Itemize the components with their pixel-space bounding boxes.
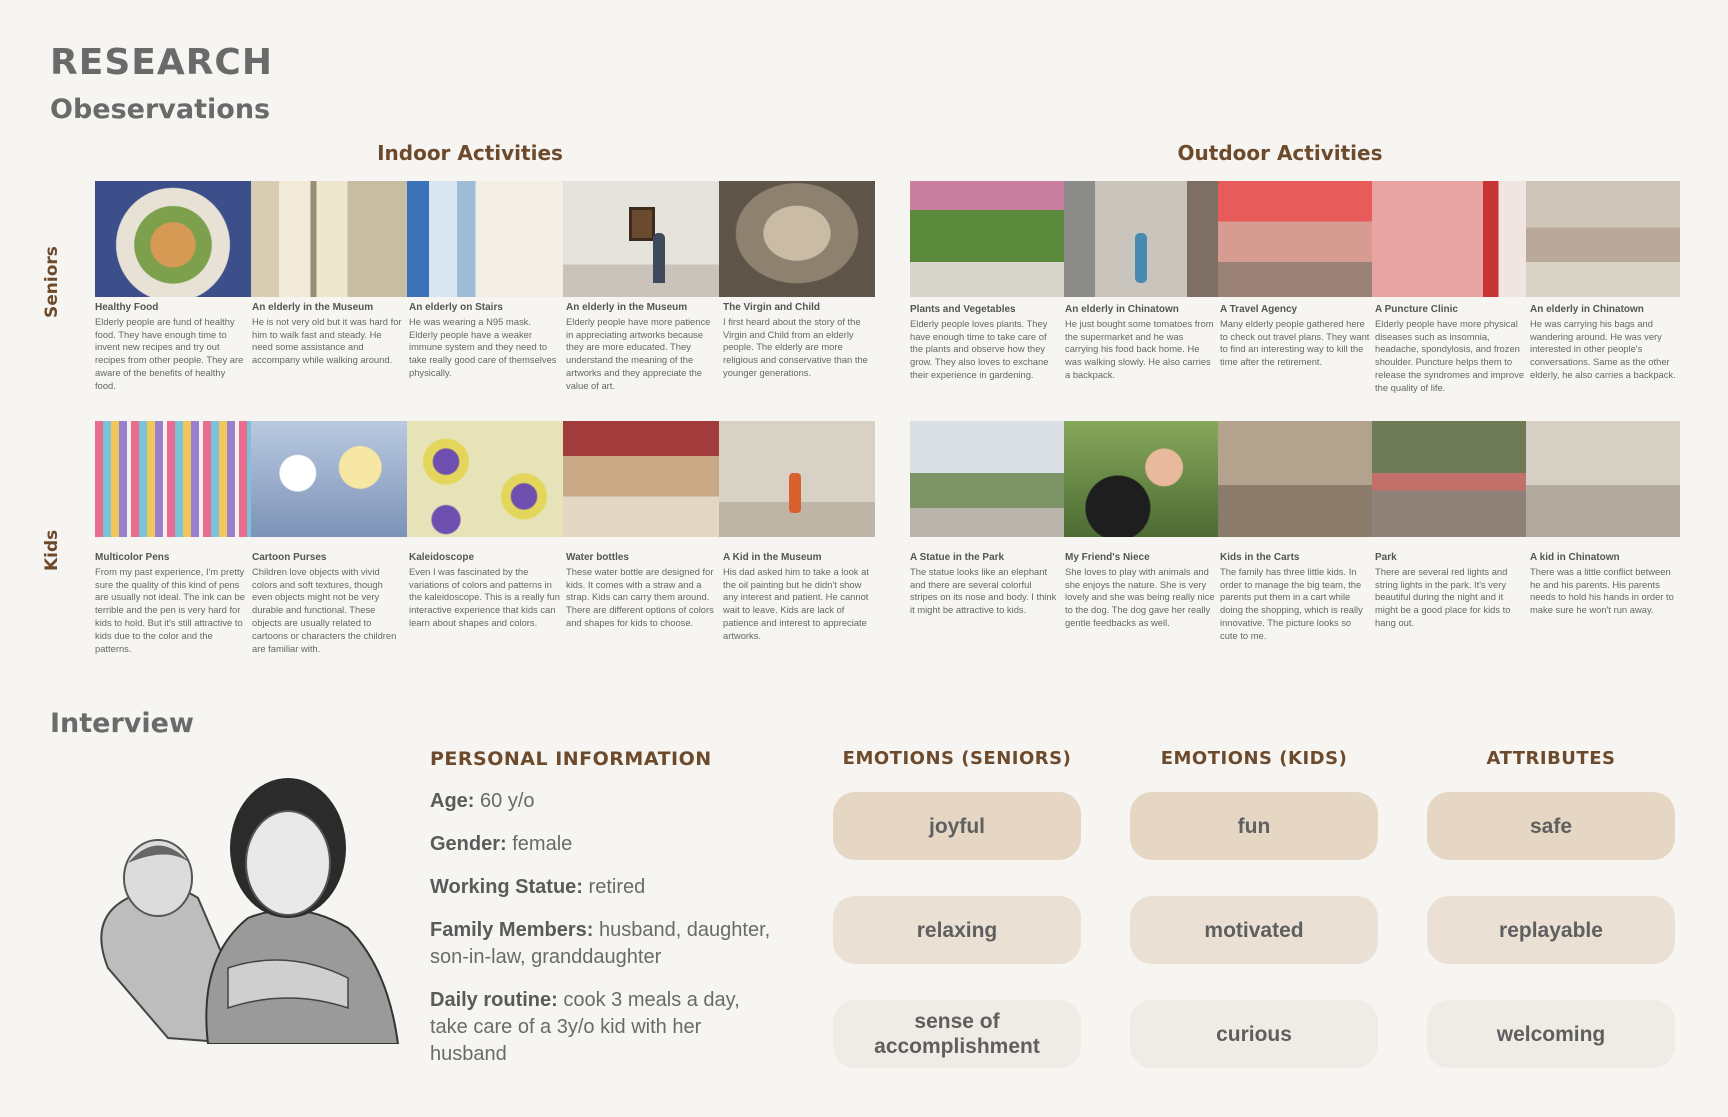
outdoor-heading: Outdoor Activities: [1177, 141, 1383, 165]
photo-statue-park: [910, 421, 1064, 537]
emotions-kids-heading: EMOTIONS (KIDS): [1160, 748, 1348, 769]
info-age: Age: 60 y/o: [430, 790, 535, 812]
seniors-row-label: Seniors: [42, 246, 62, 318]
emotion-pill: sense of accomplishment: [833, 1000, 1081, 1068]
photo-park: [1372, 421, 1526, 537]
attribute-pill: replayable: [1427, 896, 1675, 964]
caption-card: A Travel Agency Many elderly people gathered here to check out travel plans. They want to find an interesting way to kill the time after the retirement.: [1220, 304, 1370, 368]
photo-elderly-stairs: [407, 181, 563, 297]
emotion-pill: relaxing: [833, 896, 1081, 964]
photo-healthy-food: [95, 181, 251, 297]
info-daily-routine: Daily routine: cook 3 meals a day, take care of a 3y/o kid with her husband: [430, 989, 740, 1065]
page-title: RESEARCH: [50, 42, 273, 83]
emotion-pill: fun: [1130, 792, 1378, 860]
photo-elderly-museum: [251, 181, 407, 297]
interview-title: Interview: [50, 708, 194, 739]
photo-elderly-art: [563, 181, 719, 297]
kids-row-label: Kids: [42, 529, 62, 571]
caption-card: Park There are several red lights and string lights in the park. It's very beautiful during the night and it might be a good place for kids to hang out.: [1375, 552, 1511, 628]
caption-card: An elderly in Chinatown He was carrying his bags and wandering around. He was very interested in other people's conversations. Same as the other elderly, he also carries a backpack.: [1530, 304, 1676, 380]
seniors-outdoor-photos: [910, 181, 1680, 297]
caption-card: Multicolor Pens From my past experience, I'm pretty sure the quality of this kind of pens are usually not ideal. The ink can be terrible and the pen is very hard for kids to hold. But it's still attractive to kids due to the color and the patterns.: [95, 552, 245, 654]
emotion-pill: motivated: [1130, 896, 1378, 964]
photo-chinatown-walker: [1064, 181, 1218, 297]
caption-card: A Puncture Clinic Elderly people have more physical diseases such as insomnia, headache, spondylosis, and frozen shoulder. Puncture helps them to release the syndromes and improve the quality of life.: [1375, 304, 1525, 393]
photo-multicolor-pens: [95, 421, 251, 537]
caption-card: An elderly in the Museum He is not very old but it was hard for him to walk fast and steady. He need some assistance and accompany while walking around.: [252, 302, 402, 366]
personal-info-heading: PERSONAL INFORMATION: [430, 748, 712, 770]
caption-card: An elderly in Chinatown He just bought some tomatoes from the supermarket and he was carrying his food back home. He was walking slowly. He also carries a backpack.: [1065, 304, 1214, 380]
caption-card: Kids in the Carts The family has three little kids. In order to manage the big team, the parents put them in a cart while doing the shopping, which is really innovative. The picture looks so cute to me.: [1220, 552, 1363, 641]
caption-card: A kid in Chinatown There was a little conflict between he and his parents. His parents needs to hold his hands in order to make sure he won't run away.: [1530, 552, 1674, 616]
emotions-seniors-heading: EMOTIONS (SENIORS): [842, 748, 1072, 769]
caption-card: An elderly in the Museum Elderly people have more patience in appreciating artworks because they are more educated. They understand the meaning of the artworks and they appreciate the value of art.: [566, 302, 711, 391]
caption-card: Cartoon Purses Children love objects with vivid colors and soft textures, though even objects might not be very durable and functional. These objects are usually related to cartoons or characters the children are familiar with.: [252, 552, 397, 654]
attribute-pill: welcoming: [1427, 1000, 1675, 1068]
photo-kids-carts: [1218, 421, 1372, 537]
info-gender: Gender: female: [430, 833, 573, 855]
kids-outdoor-photos: [910, 421, 1680, 537]
info-family-members: Family Members: husband, daughter, son-in-law, granddaughter: [430, 919, 771, 968]
attributes-heading: ATTRIBUTES: [1486, 748, 1616, 769]
kids-indoor-captions: [95, 552, 880, 655]
info-working-status: Working Statue: retired: [430, 876, 646, 898]
photo-virgin-child: [719, 181, 875, 297]
photo-kid-chinatown: [1526, 421, 1680, 537]
photo-travel-agency: [1218, 181, 1372, 297]
seniors-indoor-captions: [95, 302, 880, 393]
portrait-illustration: [48, 768, 408, 1044]
caption-card: Kaleidoscope Even I was fascinated by the variations of colors and patterns in the kaleidoscope. This is a really fun interactive experience that kids can learn about shapes and colors.: [409, 552, 560, 628]
caption-card: My Friend's Niece She loves to play with animals and she enjoys the nature. She is very lovely and she was being really nice to the dog. The dog gave her really gentle feedbacks as well.: [1065, 552, 1215, 628]
caption-card: Healthy Food Elderly people are fund of healthy food. They have enough time to invent new recipes and try out recipes from other people. They are aware of the benefits of healthy food.: [95, 302, 244, 391]
caption-card: Plants and Vegetables Elderly people loves plants. They have enough time to take care of the plants and observe how they grow. They also loves to exchane their experience in gardening.: [910, 304, 1049, 380]
photo-plants: [910, 181, 1064, 297]
photo-friends-niece: [1064, 421, 1218, 537]
emotion-pill: joyful: [833, 792, 1081, 860]
photo-cartoon-purses: [251, 421, 407, 537]
page-subtitle: Obeservations: [50, 94, 271, 125]
caption-card: Water bottles These water bottle are designed for kids. It comes with a straw and a strap. Kids can carry them around. There are different options of colors and shapes for kids to choose.: [566, 552, 714, 628]
caption-card: A Statue in the Park The statue looks like an elephant and there are several colorful stripes on its nose and body. I think it might be attractive to kids.: [910, 552, 1057, 616]
attribute-pill: safe: [1427, 792, 1675, 860]
caption-card: An elderly on Stairs He was wearing a N95 mask. Elderly people have a weaker immune system and they need to take really good care of themselves physically.: [409, 302, 557, 378]
caption-card: A Kid in the Museum His dad asked him to take a look at the oil painting but he didn't show any interest and patient. He cannot wait to leave. Kids are lack of patience and interest to appreciate artworks.: [723, 552, 869, 641]
kids-indoor-photos: [95, 421, 875, 537]
photo-kid-museum: [719, 421, 875, 537]
seniors-outdoor-captions: [910, 304, 1685, 395]
photo-kaleidoscope: [407, 421, 563, 537]
indoor-heading: Indoor Activities: [377, 141, 563, 165]
photo-chinatown-elderly: [1526, 181, 1680, 297]
photo-water-bottles: [563, 421, 719, 537]
seniors-indoor-photos: [95, 181, 875, 297]
caption-card: The Virgin and Child I first heard about the story of the Virgin and Child from an elderly people. The elderly are more religious and conservative than the younger generations.: [723, 302, 868, 378]
emotion-pill: curious: [1130, 1000, 1378, 1068]
personal-info-list: [430, 788, 780, 1084]
photo-puncture-clinic: [1372, 181, 1526, 297]
kids-outdoor-captions: [910, 552, 1685, 643]
